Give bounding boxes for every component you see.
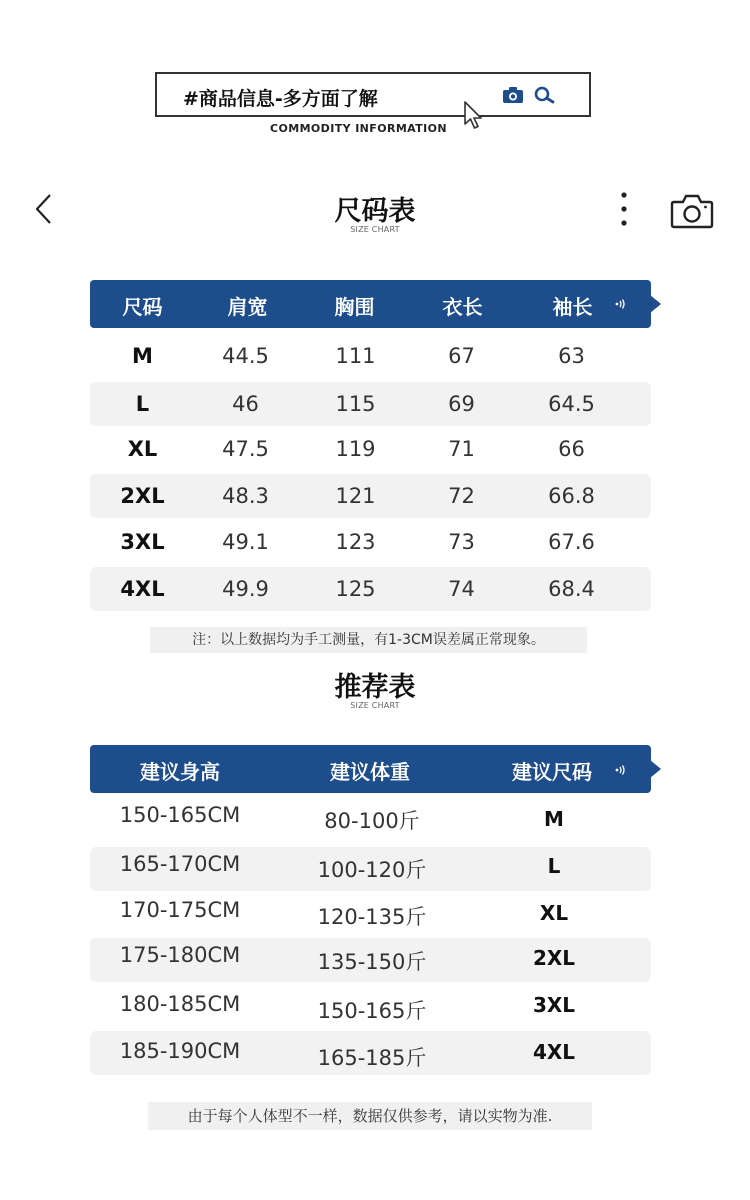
recommended-size-cell: XL [539, 901, 569, 925]
recommended-size-cell: L [547, 854, 561, 878]
recommended-size-cell: M [544, 807, 564, 831]
recommend-chart-title: 推荐表 [334, 672, 416, 703]
weight-cell: 100-120斤 [317, 858, 427, 882]
size-chart-title: 尺码表 [334, 196, 416, 227]
table-row [90, 847, 651, 891]
weight-cell: 80-100斤 [324, 809, 420, 833]
size-chart-subtitle: SIZE CHART [350, 225, 400, 234]
shoulder-cell: 48.3 [222, 484, 269, 508]
table-row [90, 1031, 651, 1075]
column-header: 尺码 [122, 295, 163, 319]
shoulder-cell: 47.5 [222, 437, 269, 461]
column-header: 肩宽 [227, 295, 268, 319]
length-cell: 71 [448, 437, 475, 461]
mouse-cursor-icon [462, 100, 486, 132]
table-row [90, 985, 651, 1029]
size-cell: XL [127, 437, 158, 461]
sleeve-cell: 68.4 [548, 577, 595, 601]
column-header: 袖长 [552, 295, 593, 319]
sleeve-cell: 66.8 [548, 484, 595, 508]
length-cell: 74 [448, 577, 475, 601]
height-cell: 150-165CM [119, 803, 241, 827]
length-cell: 73 [448, 530, 475, 554]
search-icon[interactable] [533, 85, 557, 105]
table-row [90, 520, 651, 564]
length-cell: 67 [448, 344, 475, 368]
column-header: 衣长 [442, 295, 483, 319]
sleeve-cell: 63 [558, 344, 585, 368]
chest-cell: 121 [335, 484, 376, 508]
column-header: 建议身高 [140, 760, 220, 784]
shoulder-cell: 44.5 [222, 344, 269, 368]
sleeve-cell: 67.6 [548, 530, 595, 554]
sleeve-cell: 64.5 [548, 392, 595, 416]
chest-cell: 125 [335, 577, 376, 601]
weight-cell: 165-185斤 [317, 1046, 427, 1070]
weight-cell: 150-165斤 [317, 999, 427, 1023]
size-cell: 4XL [120, 577, 165, 601]
recommend-table-header [90, 745, 651, 793]
search-text: #商品信息-多方面了解 [183, 88, 378, 110]
size-cell: 3XL [120, 530, 165, 554]
weight-cell: 120-135斤 [317, 905, 427, 929]
weight-cell: 135-150斤 [317, 950, 427, 974]
size-cell: 2XL [120, 484, 165, 508]
camera-icon[interactable] [502, 86, 524, 104]
table-row [90, 893, 651, 937]
recommend-chart-subtitle: SIZE CHART [350, 701, 400, 710]
table-row [90, 795, 651, 839]
header-arrow-icon [650, 295, 661, 313]
length-cell: 72 [448, 484, 475, 508]
height-cell: 185-190CM [119, 1039, 241, 1063]
table-row [90, 382, 651, 426]
measurement-note: 注：以上数据均为手工测量，有1-3CM误差属正常现象。 [150, 627, 587, 653]
table-row [90, 567, 651, 611]
height-cell: 170-175CM [119, 898, 241, 922]
column-header: 胸围 [334, 295, 375, 319]
chest-cell: 111 [335, 344, 376, 368]
recommended-size-cell: 4XL [532, 1040, 576, 1064]
table-row [90, 334, 651, 378]
sleeve-cell: 66 [558, 437, 585, 461]
chest-cell: 115 [335, 392, 376, 416]
chest-cell: 123 [335, 530, 376, 554]
height-cell: 175-180CM [119, 943, 241, 967]
size-cell: L [135, 392, 150, 416]
shoulder-cell: 49.9 [222, 577, 269, 601]
table-row [90, 474, 651, 518]
shoulder-cell: 49.1 [222, 530, 269, 554]
table-row [90, 938, 651, 982]
column-header: 建议尺码 [512, 760, 592, 784]
reference-note: 由于每个人体型不一样，数据仅供参考，请以实物为准. [148, 1102, 592, 1130]
sound-icon[interactable] [614, 764, 626, 776]
shoulder-cell: 46 [232, 392, 259, 416]
height-cell: 165-170CM [119, 852, 241, 876]
column-header: 建议体重 [330, 760, 410, 784]
table-row [90, 427, 651, 471]
height-cell: 180-185CM [119, 992, 241, 1016]
length-cell: 69 [448, 392, 475, 416]
sound-icon[interactable] [614, 298, 626, 310]
recommended-size-cell: 2XL [532, 946, 576, 970]
recommended-size-cell: 3XL [532, 993, 576, 1017]
header-arrow-icon [650, 760, 661, 778]
size-cell: M [132, 344, 153, 368]
size-table-header [90, 280, 651, 328]
search-subtitle: COMMODITY INFORMATION [270, 122, 447, 135]
chest-cell: 119 [335, 437, 376, 461]
